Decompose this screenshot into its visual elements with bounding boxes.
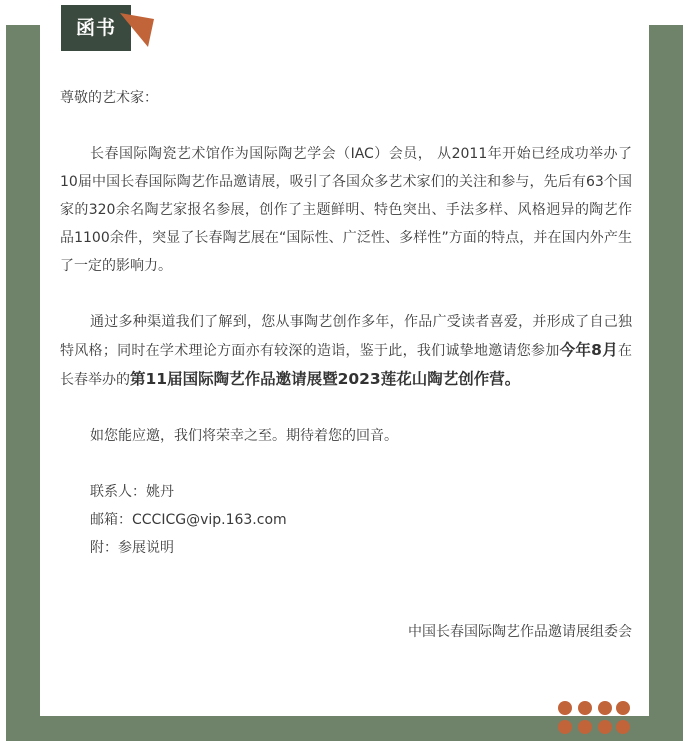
contact-person: 联系人：姚丹	[90, 484, 174, 500]
dot-icon	[578, 701, 592, 715]
tag-flag-decoration	[120, 13, 156, 49]
greeting: 尊敬的艺术家：	[60, 90, 158, 106]
dot-icon	[616, 701, 630, 715]
dot-icon	[616, 720, 630, 734]
paragraph-invitation	[60, 308, 632, 394]
invitation-event: 第11届国际陶艺作品邀请展暨2023莲花山陶艺创作营。	[130, 370, 521, 388]
attachment-note: 附：参展说明	[90, 540, 174, 556]
dot-icon	[598, 720, 612, 734]
paragraph-intro: 长春国际陶瓷艺术馆作为国际陶艺学会（IAC）会员， 从2011年开始已经成功举办了10届中国长春国际陶艺作品邀请展，吸引了各国众多艺术家们的关注和参与，先后有63个国家的320余名陶艺家报名参展，创作了主题鲜明、特色突出、手法多样、风格迥异的陶艺作品1100余件，突显了长春陶艺展在“国际性、广泛性、多样性”方面的特点，并在国内外产生了一定的影响力。	[60, 146, 632, 274]
contact-email: 邮箱：CCCICG@vip.163.com	[90, 512, 287, 528]
invitation-text: 通过多种渠道我们了解到，您从事陶艺创作多年，作品广受读者喜爱，并形成了自己独特风格；同时在学术理论方面亦有较深的造诣，鉴于此，我们诚挚地邀请您参加	[60, 314, 632, 359]
dot-icon	[558, 701, 572, 715]
dot-icon	[558, 720, 572, 734]
paragraph-closing: 如您能应邀，我们将荣幸之至。期待着您的回音。	[90, 428, 398, 444]
corner-dots-decoration	[558, 701, 630, 737]
dot-icon	[578, 720, 592, 734]
contact-block	[60, 478, 632, 562]
letter-tag: 函书	[61, 5, 131, 51]
letter-body	[60, 84, 632, 646]
invitation-date: 今年8月	[559, 341, 618, 359]
dot-icon	[598, 701, 612, 715]
invitation-location: 在长春举办的	[60, 343, 632, 388]
signature: 中国长春国际陶艺作品邀请展组委会	[408, 624, 632, 640]
